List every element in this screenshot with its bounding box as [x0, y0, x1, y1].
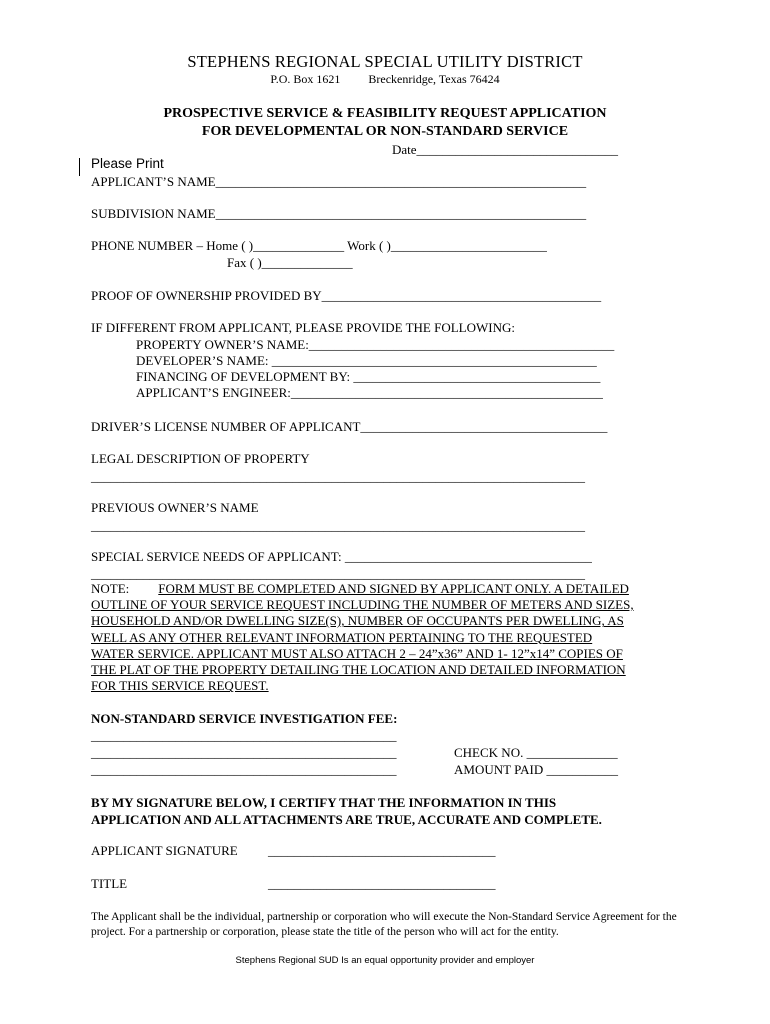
fee-line[interactable]: _______________________________________________	[91, 745, 397, 760]
if-different-heading: IF DIFFERENT FROM APPLICANT, PLEASE PROVIDE THE FOLLOWING:	[91, 320, 515, 335]
title-line[interactable]: ___________________________________	[268, 876, 496, 891]
note-line: WATER SERVICE. APPLICANT MUST ALSO ATTACH 2 – 24”x36” AND 1- 12”x14” COPIES OF	[91, 645, 623, 661]
city-state-zip: Breckenridge, Texas 76424	[368, 72, 500, 86]
previous-owner-line[interactable]: ____________________________________________________________________________	[91, 518, 585, 533]
fax-field[interactable]: Fax ( )______________	[227, 255, 353, 270]
financing-field[interactable]: FINANCING OF DEVELOPMENT BY: ______________________________________	[136, 369, 601, 384]
note-line: THE PLAT OF THE PROPERTY DETAILING THE LOCATION AND DETAILED INFORMATION	[91, 662, 626, 678]
developer-name-field[interactable]: DEVELOPER’S NAME: __________________________________________________	[136, 353, 597, 368]
applicant-footnote: The Applicant shall be the individual, partnership or corporation who will execute the Non-Standard Service Agreement for the project. For a partnership or corporation, please state the title of the person who will act for the entity.	[91, 911, 677, 938]
fee-line[interactable]: _______________________________________________	[91, 728, 397, 743]
note-line: OUTLINE OF YOUR SERVICE REQUEST INCLUDING THE NUMBER OF METERS AND SIZES,	[91, 597, 634, 613]
date-field[interactable]: Date_______________________________	[392, 142, 619, 157]
special-needs-field[interactable]: SPECIAL SERVICE NEEDS OF APPLICANT: ______________________________________	[91, 549, 592, 564]
note-line: WELL AS ANY OTHER RELEVANT INFORMATION PERTAINING TO THE REQUESTED	[91, 629, 593, 645]
subdivision-name-field[interactable]: SUBDIVISION NAME_________________________________________________________	[91, 206, 587, 221]
title-label: TITLE	[91, 876, 128, 891]
note-line: FORM MUST BE COMPLETED AND SIGNED BY APPLICANT ONLY. A DETAILED	[158, 581, 629, 596]
form-title-line2: FOR DEVELOPMENTAL OR NON-STANDARD SERVICE	[201, 124, 569, 139]
note-line: FOR THIS SERVICE REQUEST.	[91, 678, 269, 694]
equal-opportunity-statement: Stephens Regional SUD Is an equal opportunity provider and employer	[235, 955, 535, 966]
property-owner-field[interactable]: PROPERTY OWNER’S NAME:_______________________________________________	[136, 337, 615, 352]
engineer-field[interactable]: APPLICANT’S ENGINEER:________________________________________________	[136, 385, 603, 400]
check-number-field[interactable]: CHECK NO. ______________	[454, 745, 618, 760]
proof-ownership-field[interactable]: PROOF OF OWNERSHIP PROVIDED BY___________________________________________	[91, 288, 602, 303]
phone-number-field[interactable]: PHONE NUMBER – Home ( )______________ Work ( )________________________	[91, 238, 547, 253]
note-label: NOTE:	[91, 581, 130, 596]
org-name: STEPHENS REGIONAL SPECIAL UTILITY DISTRICT	[187, 52, 583, 71]
please-print-label: Please Print	[91, 156, 164, 171]
note-block	[91, 581, 681, 694]
text-cursor	[79, 158, 80, 176]
certification-statement	[91, 795, 602, 828]
po-box: P.O. Box 1621	[270, 72, 341, 86]
legal-description-label: LEGAL DESCRIPTION OF PROPERTY	[91, 451, 310, 466]
org-address	[0, 72, 770, 87]
applicant-name-field[interactable]: APPLICANT’S NAME_________________________________________________________	[91, 174, 587, 189]
fee-heading: NON-STANDARD SERVICE INVESTIGATION FEE:	[91, 711, 398, 726]
amount-paid-field[interactable]: AMOUNT PAID ___________	[454, 762, 618, 777]
special-needs-line[interactable]: ____________________________________________________________________________	[91, 566, 585, 581]
fee-line[interactable]: _______________________________________________	[91, 762, 397, 777]
form-title-line1: PROSPECTIVE SERVICE & FEASIBILITY REQUEST APPLICATION	[163, 106, 607, 121]
note-line: HOUSEHOLD AND/OR DWELLING SIZE(S), NUMBER OF OCCUPANTS PER DWELLING, AS	[91, 613, 624, 629]
previous-owner-label: PREVIOUS OWNER’S NAME	[91, 500, 259, 515]
drivers-license-field[interactable]: DRIVER’S LICENSE NUMBER OF APPLICANT______________________________________	[91, 419, 608, 434]
signature-line[interactable]: ___________________________________	[268, 843, 496, 858]
cert-line: BY MY SIGNATURE BELOW, I CERTIFY THAT THE INFORMATION IN THIS	[91, 795, 557, 810]
legal-description-line[interactable]: ____________________________________________________________________________	[91, 469, 585, 484]
cert-line: APPLICATION AND ALL ATTACHMENTS ARE TRUE, ACCURATE AND COMPLETE.	[91, 811, 602, 827]
signature-label: APPLICANT SIGNATURE	[91, 843, 238, 858]
